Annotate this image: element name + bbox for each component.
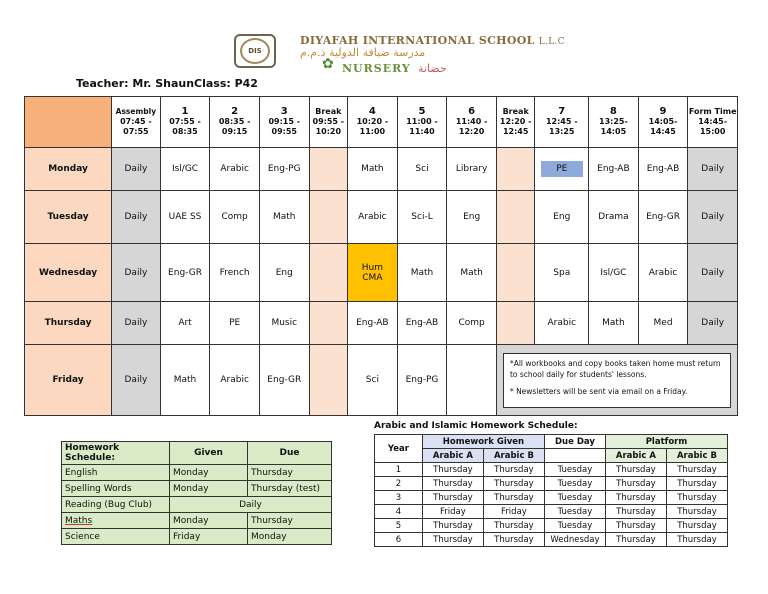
- homework-given: Friday: [170, 529, 248, 545]
- arabic-subheader-row: [375, 449, 728, 463]
- nursery-label-ar: حضانة: [418, 62, 447, 75]
- arabic-cell: Thursday: [605, 505, 666, 519]
- homework-row: [62, 481, 332, 497]
- note-workbooks: *All workbooks and copy books taken home must return to school daily for students' lessons.: [509, 358, 721, 379]
- arabic-cell: Tuesday: [544, 463, 605, 477]
- note-newsletters: * Newsletters will be sent via email on a Friday.: [509, 386, 688, 396]
- arabic-cell: Thursday: [422, 519, 483, 533]
- arabic-cell: Thursday: [483, 519, 544, 533]
- homework-due: Thursday: [248, 513, 332, 529]
- col-header: Break 09:55 - 10:20: [309, 97, 347, 148]
- arabic-header-year: Year: [375, 435, 423, 463]
- lesson-cell: Spa: [535, 244, 589, 302]
- arabic-schedule: [374, 434, 728, 547]
- homework-subject: Spelling Words: [62, 481, 170, 497]
- homework-merged: Daily: [170, 497, 332, 513]
- lesson-cell: Eng-AB: [397, 302, 447, 345]
- arabic-cell: Tuesday: [544, 491, 605, 505]
- lesson-cell: Arabic: [535, 302, 589, 345]
- arabic-cell: Thursday: [422, 491, 483, 505]
- day-label: Monday: [25, 148, 112, 191]
- lesson-cell: Arabic: [210, 345, 260, 416]
- lesson-cell: Music: [259, 302, 309, 345]
- lesson-cell: Daily: [688, 148, 738, 191]
- col-header: 3 09:15 - 09:55: [259, 97, 309, 148]
- pe-highlight: PE: [541, 161, 583, 177]
- arabic-subheader: Arabic A: [605, 449, 666, 463]
- lesson-cell: Comp: [447, 302, 497, 345]
- lesson-cell: Daily: [112, 148, 161, 191]
- homework-due: Thursday (test): [248, 481, 332, 497]
- arabic-header-due: Due Day: [544, 435, 605, 449]
- arabic-row: [375, 491, 728, 505]
- col-header: 1 07:55 - 08:35: [160, 97, 210, 148]
- lesson-cell: Eng-GR: [259, 345, 309, 416]
- lesson-cell: Daily: [112, 244, 161, 302]
- arabic-row: [375, 533, 728, 547]
- arabic-cell: Friday: [483, 505, 544, 519]
- break-cell: [496, 244, 534, 302]
- arabic-row: [375, 519, 728, 533]
- arabic-cell: Thursday: [666, 505, 727, 519]
- teacher-name: Teacher: Mr. Shaun: [76, 77, 195, 90]
- lesson-cell: Sci: [397, 148, 447, 191]
- col-header: Form Time 14:45- 15:00: [688, 97, 738, 148]
- break-cell: [309, 345, 347, 416]
- homework-subject: Science: [62, 529, 170, 545]
- lesson-cell: Sci: [348, 345, 398, 416]
- lesson-cell: Daily: [688, 244, 738, 302]
- timetable-row-friday: [25, 345, 738, 416]
- timetable-row-monday: [25, 148, 738, 191]
- lesson-cell: Math: [259, 191, 309, 244]
- col-header: Break 12:20 - 12:45: [496, 97, 534, 148]
- arabic-cell: 4: [375, 505, 423, 519]
- lesson-cell: [447, 345, 497, 416]
- lesson-cell: Drama: [589, 191, 639, 244]
- lesson-cell: Eng-AB: [589, 148, 639, 191]
- homework-header: Given: [170, 442, 248, 465]
- lesson-cell-highlight: Hum CMA: [348, 244, 398, 302]
- lesson-cell: Math: [160, 345, 210, 416]
- lesson-cell: Comp: [210, 191, 260, 244]
- lesson-cell: Eng: [259, 244, 309, 302]
- homework-given: Monday: [170, 465, 248, 481]
- homework-subject: [62, 513, 170, 529]
- nursery-label: NURSERY: [342, 62, 411, 75]
- arabic-cell: Friday: [422, 505, 483, 519]
- arabic-cell: Thursday: [666, 519, 727, 533]
- arabic-cell: 3: [375, 491, 423, 505]
- arabic-cell: Thursday: [666, 477, 727, 491]
- flower-icon: ✿: [322, 56, 334, 72]
- break-cell: [309, 148, 347, 191]
- arabic-cell: 6: [375, 533, 423, 547]
- break-cell: [496, 191, 534, 244]
- arabic-cell: Thursday: [422, 533, 483, 547]
- arabic-cell: Thursday: [483, 477, 544, 491]
- lesson-cell: Eng-GR: [160, 244, 210, 302]
- col-header: Assembly 07:45 - 07:55: [112, 97, 161, 148]
- arabic-cell: 5: [375, 519, 423, 533]
- lesson-cell: Eng: [447, 191, 497, 244]
- homework-given: Monday: [170, 513, 248, 529]
- col-header: 9 14:05- 14:45: [638, 97, 688, 148]
- lesson-cell: Arabic: [638, 244, 688, 302]
- lesson-cell: Arabic: [348, 191, 398, 244]
- homework-header: Due: [248, 442, 332, 465]
- arabic-header-platform: Platform: [605, 435, 727, 449]
- lesson-cell: Med: [638, 302, 688, 345]
- school-logo: [234, 34, 276, 68]
- lesson-cell: [535, 148, 589, 191]
- col-header: 2 08:35 - 09:15: [210, 97, 260, 148]
- break-cell: [309, 191, 347, 244]
- arabic-subheader: Arabic B: [483, 449, 544, 463]
- homework-given: Monday: [170, 481, 248, 497]
- timetable-row-tuesday: [25, 191, 738, 244]
- col-header: 7 12:45 - 13:25: [535, 97, 589, 148]
- homework-header: Homework Schedule:: [62, 442, 170, 465]
- lesson-cell: Daily: [112, 345, 161, 416]
- arabic-cell: 2: [375, 477, 423, 491]
- arabic-cell: Thursday: [422, 463, 483, 477]
- lesson-cell: Eng-GR: [638, 191, 688, 244]
- arabic-schedule-title: Arabic and Islamic Homework Schedule:: [374, 421, 578, 431]
- lesson-cell: Eng-PG: [397, 345, 447, 416]
- arabic-cell: Wednesday: [544, 533, 605, 547]
- lesson-cell: Arabic: [210, 148, 260, 191]
- col-header: 4 10:20 - 11:00: [348, 97, 398, 148]
- arabic-cell: Tuesday: [544, 477, 605, 491]
- lesson-cell: Isl/GC: [589, 244, 639, 302]
- arabic-cell: Tuesday: [544, 519, 605, 533]
- break-cell: [496, 302, 534, 345]
- day-label: Wednesday: [25, 244, 112, 302]
- day-label: Tuesday: [25, 191, 112, 244]
- notes-cell: [496, 345, 737, 416]
- homework-subject: English: [62, 465, 170, 481]
- col-header: 5 11:00 - 11:40: [397, 97, 447, 148]
- homework-due: Monday: [248, 529, 332, 545]
- lesson-cell: Art: [160, 302, 210, 345]
- arabic-cell: Tuesday: [544, 505, 605, 519]
- homework-header-row: [62, 442, 332, 465]
- homework-row: [62, 513, 332, 529]
- homework-subject-text: Maths: [65, 515, 93, 526]
- school-name-ar: مدرسة ضيافة الدولية ذ.م.م: [300, 46, 426, 59]
- arabic-cell: Thursday: [666, 533, 727, 547]
- lesson-cell: Isl/GC: [160, 148, 210, 191]
- day-label: Thursday: [25, 302, 112, 345]
- arabic-cell: Thursday: [483, 533, 544, 547]
- lesson-cell: Daily: [688, 302, 738, 345]
- class-name: Class: P42: [194, 77, 258, 90]
- arabic-cell: Thursday: [483, 463, 544, 477]
- arabic-row: [375, 505, 728, 519]
- col-header: 6 11:40 - 12:20: [447, 97, 497, 148]
- homework-due: Thursday: [248, 465, 332, 481]
- arabic-cell: Thursday: [605, 519, 666, 533]
- lesson-cell: Eng-AB: [348, 302, 398, 345]
- school-suffix: L.L.C: [538, 37, 565, 47]
- arabic-header-row: [375, 435, 728, 449]
- break-cell: [309, 302, 347, 345]
- school-name-text: DIYAFAH INTERNATIONAL SCHOOL: [300, 34, 535, 47]
- lesson-cell: Eng-PG: [259, 148, 309, 191]
- lesson-cell: French: [210, 244, 260, 302]
- lesson-cell: Daily: [112, 191, 161, 244]
- notes-box: [503, 353, 731, 408]
- arabic-cell: Thursday: [605, 463, 666, 477]
- lesson-cell: Daily: [112, 302, 161, 345]
- timetable-row-wednesday: [25, 244, 738, 302]
- arabic-cell: Thursday: [605, 533, 666, 547]
- lesson-cell: Eng: [535, 191, 589, 244]
- lesson-cell: Eng-AB: [638, 148, 688, 191]
- homework-schedule: [61, 441, 332, 545]
- homework-row: [62, 465, 332, 481]
- arabic-subheader: Arabic A: [422, 449, 483, 463]
- arabic-cell: Thursday: [605, 477, 666, 491]
- break-cell: [496, 148, 534, 191]
- lesson-cell: PE: [210, 302, 260, 345]
- arabic-cell: Thursday: [605, 491, 666, 505]
- lesson-cell: UAE SS: [160, 191, 210, 244]
- arabic-cell: Thursday: [666, 491, 727, 505]
- lesson-cell: Math: [589, 302, 639, 345]
- lesson-cell: Daily: [688, 191, 738, 244]
- lesson-cell: Math: [348, 148, 398, 191]
- timetable: [24, 96, 738, 416]
- lesson-cell: Sci-L: [397, 191, 447, 244]
- arabic-row: [375, 477, 728, 491]
- col-header: 8 13:25- 14:05: [589, 97, 639, 148]
- timetable-row-thursday: [25, 302, 738, 345]
- corner-cell: [25, 97, 112, 148]
- homework-row: [62, 529, 332, 545]
- lesson-cell: Math: [447, 244, 497, 302]
- timetable-header-row: [25, 97, 738, 148]
- arabic-cell: Thursday: [666, 463, 727, 477]
- lesson-cell: Library: [447, 148, 497, 191]
- arabic-subheader: Arabic B: [666, 449, 727, 463]
- arabic-cell: Thursday: [483, 491, 544, 505]
- break-cell: [309, 244, 347, 302]
- homework-row: [62, 497, 332, 513]
- arabic-cell: 1: [375, 463, 423, 477]
- arabic-cell: Thursday: [422, 477, 483, 491]
- day-label: Friday: [25, 345, 112, 416]
- homework-subject: Reading (Bug Club): [62, 497, 170, 513]
- lesson-cell: Math: [397, 244, 447, 302]
- arabic-subheader-empty: [544, 449, 605, 463]
- arabic-header-given: Homework Given: [422, 435, 544, 449]
- arabic-row: [375, 463, 728, 477]
- logo-emblem: DIS: [240, 38, 270, 64]
